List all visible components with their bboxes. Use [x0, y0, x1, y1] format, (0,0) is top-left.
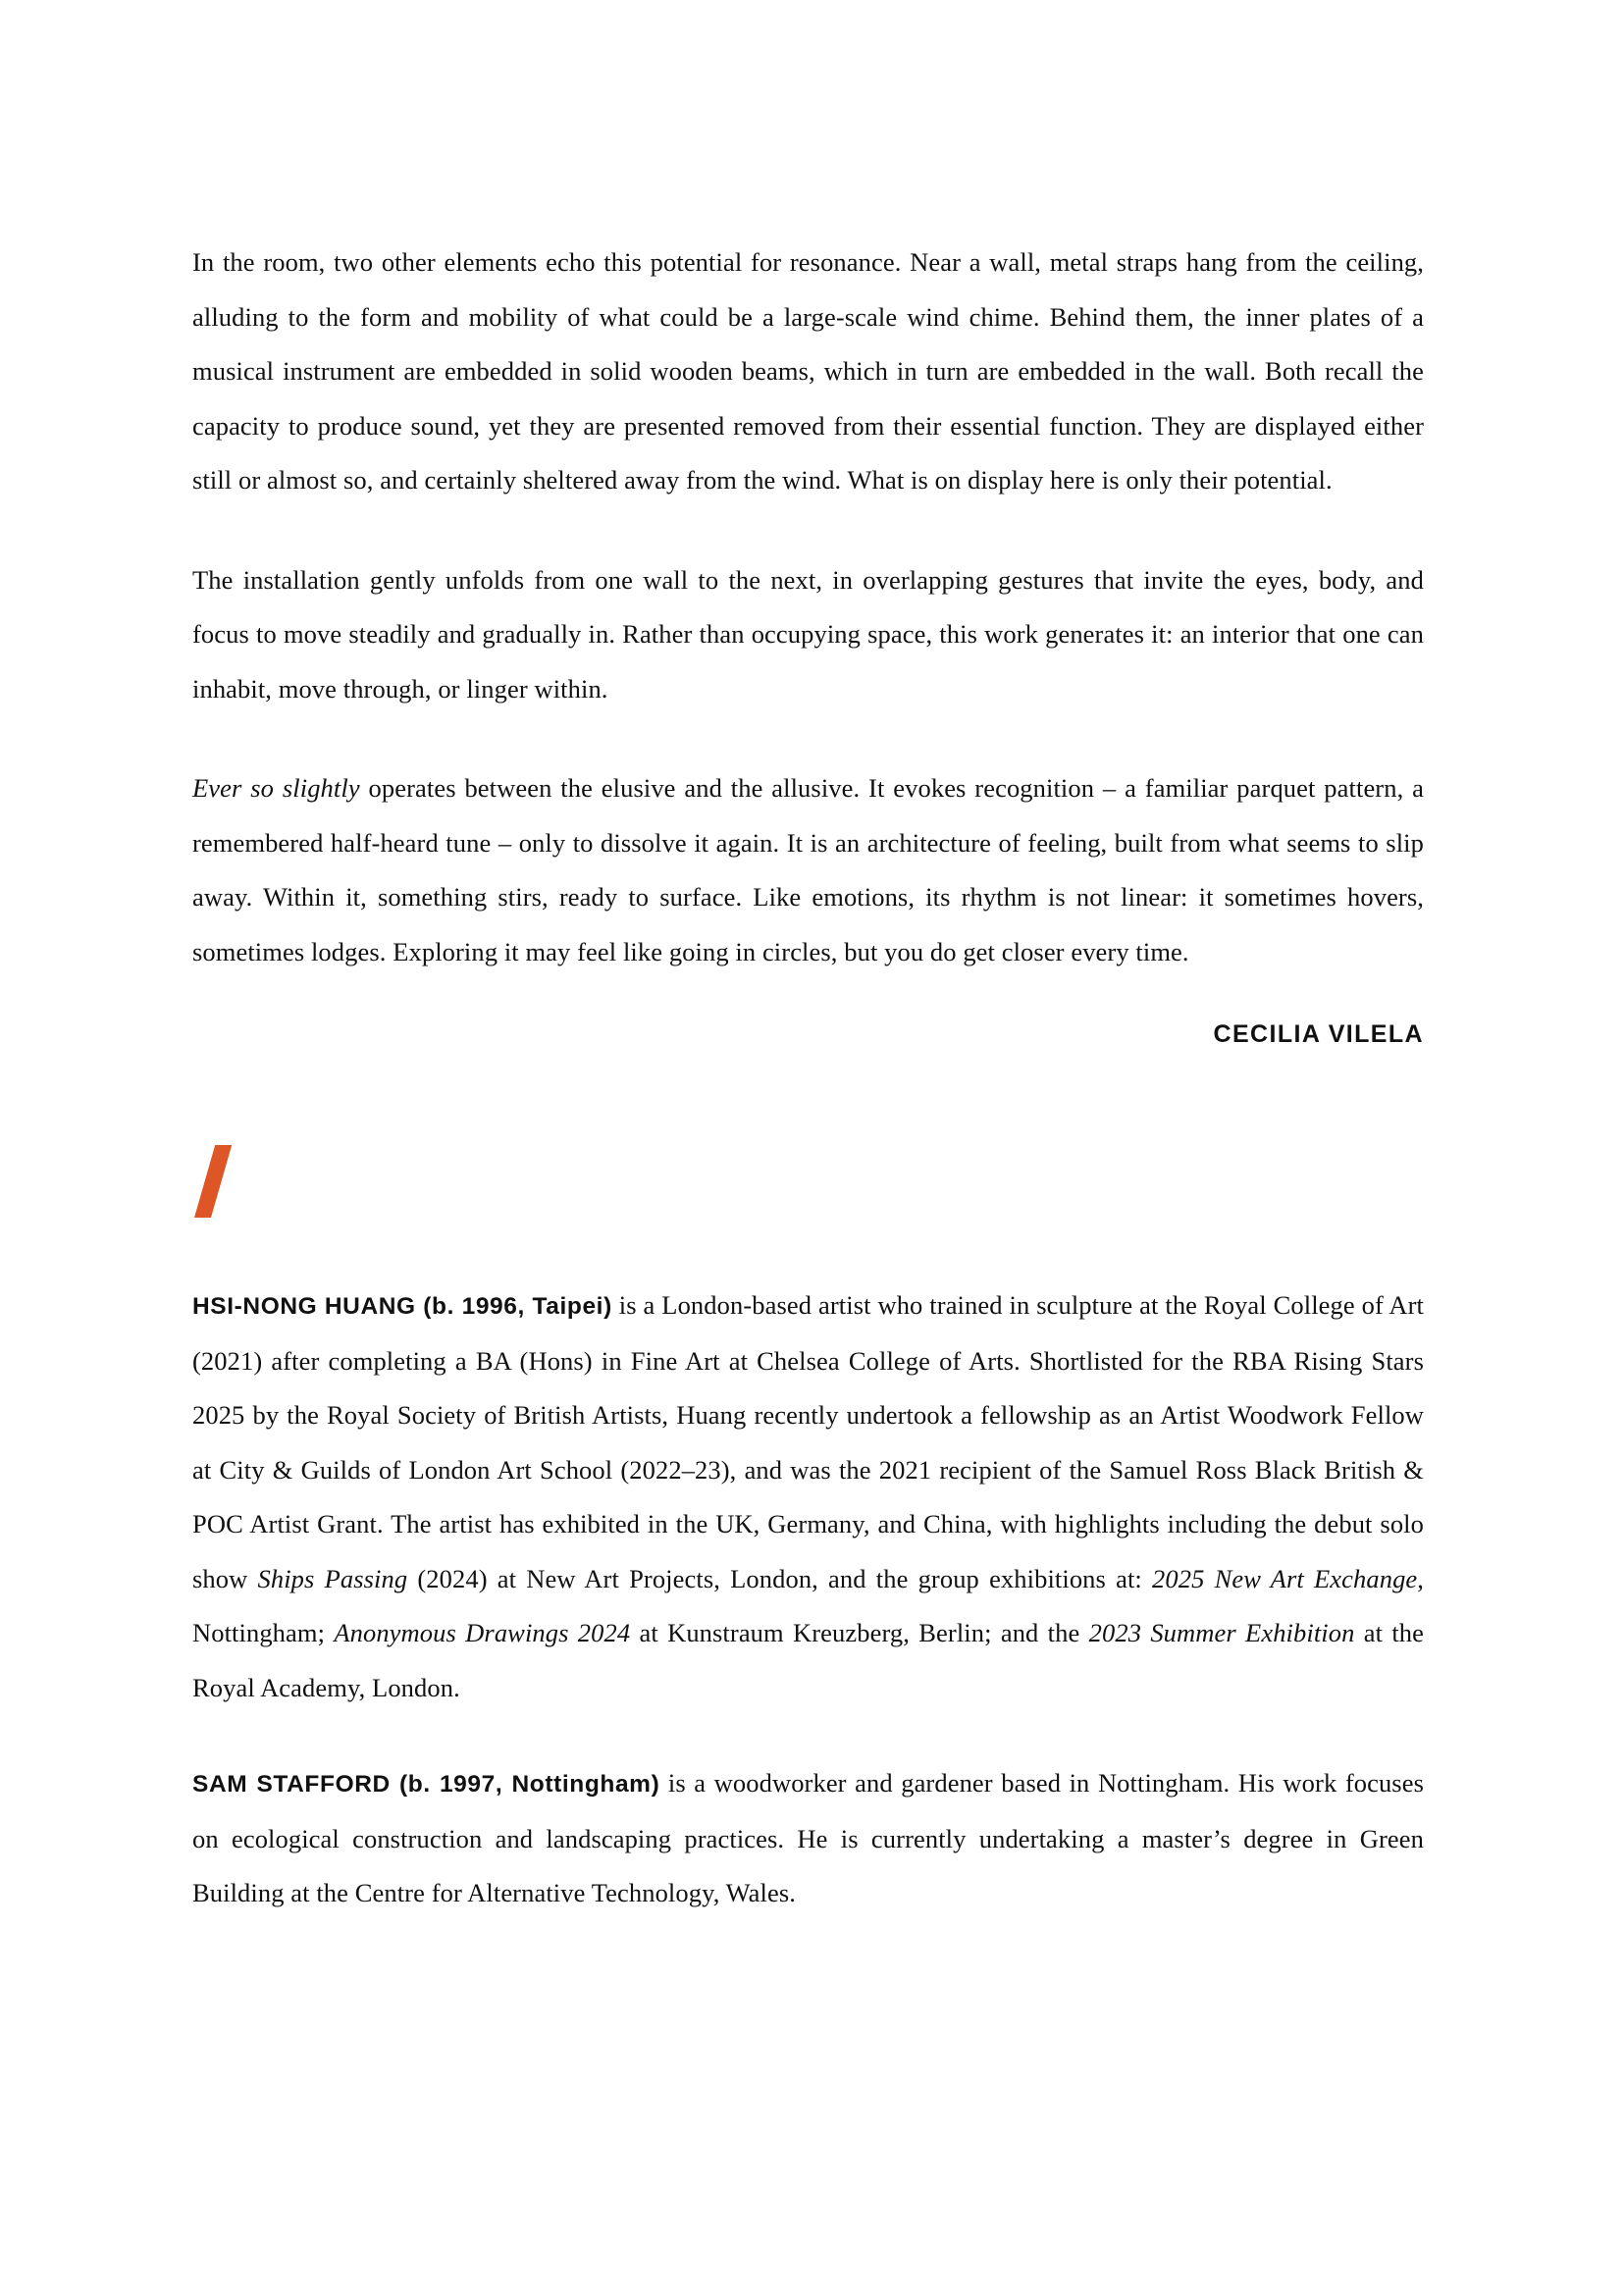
italic-title: Ever so slightly — [192, 773, 360, 803]
body-paragraphs — [192, 235, 1424, 979]
text-run: (2024) at New Art Projects, London, and the group exhibitions at: — [407, 1563, 1153, 1593]
text-run: In the room, two other elements echo this potential for resonance. Near a wall, metal straps hang from the ceiling, alluding to the form and mobility of what could be a large-scale wind chime. Behind them, the inner plates of a musical instrument are embedded in solid wooden beams, which in turn are embedded in the wall. Both recall the capacity to produce sound, yet they are presented removed from their essential function. They are displayed either still or almost so, and certainly sheltered away from the wind. What is on display here is only their potential. — [192, 247, 1424, 495]
italic-title: 2025 New Art Exchange — [1152, 1563, 1418, 1593]
orange-slash-divider-icon — [194, 1145, 232, 1218]
text-run: at Kunstraum Kreuzberg, Berlin; and the — [630, 1618, 1089, 1647]
italic-title: 2023 Summer Exhibition — [1088, 1618, 1355, 1647]
text-run: is a woodworker and gardener based in Nottingham. His work focuses on ecological construction and landscaping practices. He is currently undertaking a master’s degree in Green Building at the Centre for Alternative Technology, Wales. — [192, 1768, 1424, 1907]
text-run: , Nottingham; — [192, 1563, 1425, 1647]
text-run: The installation gently unfolds from one wall to the next, in overlapping gestures that invite the eyes, body, and focus to move steadily and gradually in. Rather than occupying space, this work generates it: an interior that one can inhabit, move through, or linger within. — [192, 564, 1424, 704]
section-divider — [192, 1145, 1424, 1222]
artist-name: HSI-NONG HUANG (b. 1996, Taipei) — [192, 1293, 612, 1320]
italic-title: Anonymous Drawings 2024 — [334, 1618, 631, 1647]
bio-sam-stafford — [192, 1756, 1424, 1921]
paragraph-resonance — [192, 235, 1424, 508]
bio-hsi-nong-huang — [192, 1278, 1424, 1715]
artist-name: SAM STAFFORD (b. 1997, Nottingham) — [192, 1771, 660, 1798]
text-column — [192, 235, 1424, 1921]
text-run: operates between the elusive and the allusive. It evokes recognition – a familiar parquet pattern, a remembered half-heard tune – only to dissolve it again. It is an architecture of feeling, built from what seems to slip away. Within it, something stirs, ready to surface. Like emotions, its rhythm is not linear: it sometimes hovers, sometimes lodges. Exploring it may feel like going in circles, but you do get closer every time. — [192, 773, 1424, 966]
text-run: is a London-based artist who trained in sculpture at the Royal College of Art (2021) after completing a BA (Hons) in Fine Art at Chelsea College of Arts. Shortlisted for the RBA Rising Stars 2025 by the Royal Society of British Artists, Huang recently undertook a fellowship as an Artist Woodwork Fellow at City & Guilds of London Art School (2022–23), and was the 2021 recipient of the Samuel Ross Black British & POC Artist Grant. The artist has exhibited in the UK, Germany, and China, with highlights including the debut solo show — [192, 1290, 1424, 1593]
byline — [192, 1020, 1424, 1049]
paragraph-installation — [192, 553, 1424, 717]
artist-bios — [192, 1278, 1424, 1921]
byline-author: CECILIA VILELA — [1213, 1020, 1424, 1048]
italic-title: Ships Passing — [257, 1563, 408, 1593]
paragraph-ever-so-slightly — [192, 761, 1424, 979]
text-run: at the Royal Academy, London. — [192, 1618, 1425, 1702]
